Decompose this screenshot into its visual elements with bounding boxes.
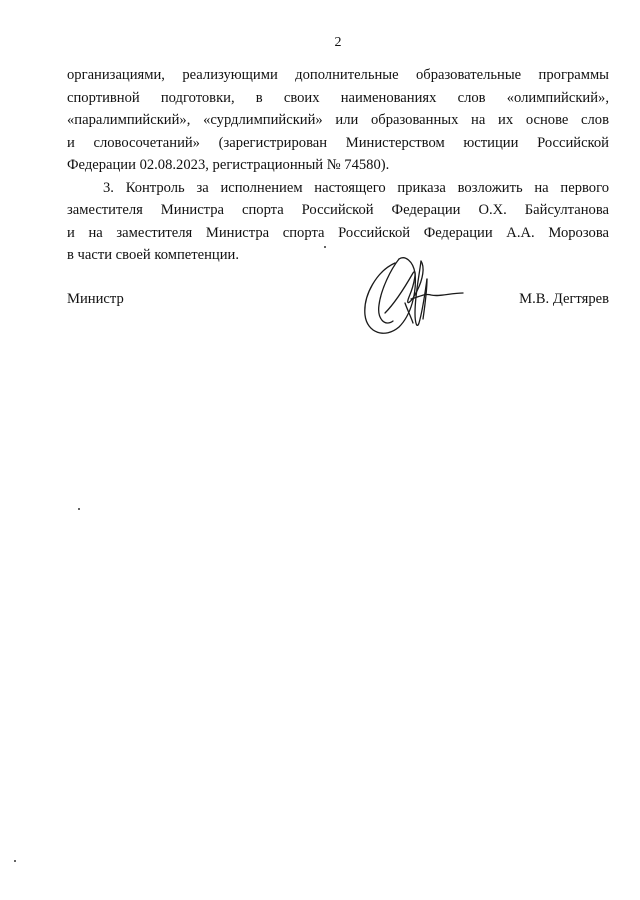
signatory-title: Министр [67, 291, 124, 307]
scan-speck [324, 246, 326, 248]
scan-speck [14, 860, 16, 862]
handwritten-signature [355, 243, 467, 341]
text-line: 3. Контроль за исполнением настоящего приказа возложить на первого [103, 179, 609, 196]
text-line: и словосочетаний» (зарегистрирован Министерством юстиции Российской [67, 134, 609, 151]
text-line: Федерации 02.08.2023, регистрационный № 74580). [67, 157, 390, 173]
text-line: в части своей компетенции. [67, 247, 239, 263]
text-line: «паралимпийский», «сурдлимпийский» или образованных на их основе слов [67, 112, 609, 128]
text-line: организациями, реализующими дополнительные образовательные программы [67, 67, 609, 83]
text-line: заместителя Министра спорта Российской Федерации О.Х. Байсултанова [67, 202, 609, 218]
document-body [67, 64, 609, 267]
paragraph-continuation [67, 64, 609, 177]
signature-row [67, 291, 609, 315]
text-line: спортивной подготовки, в своих наименованиях слов «олимпийский», [67, 89, 609, 106]
page-number: 2 [334, 35, 342, 50]
scan-speck [78, 508, 80, 510]
text-line: и на заместителя Министра спорта Российской Федерации А.А. Морозова [67, 224, 609, 241]
paragraph-item-3 [67, 177, 609, 267]
signatory-name: М.В. Дегтярев [519, 291, 609, 307]
